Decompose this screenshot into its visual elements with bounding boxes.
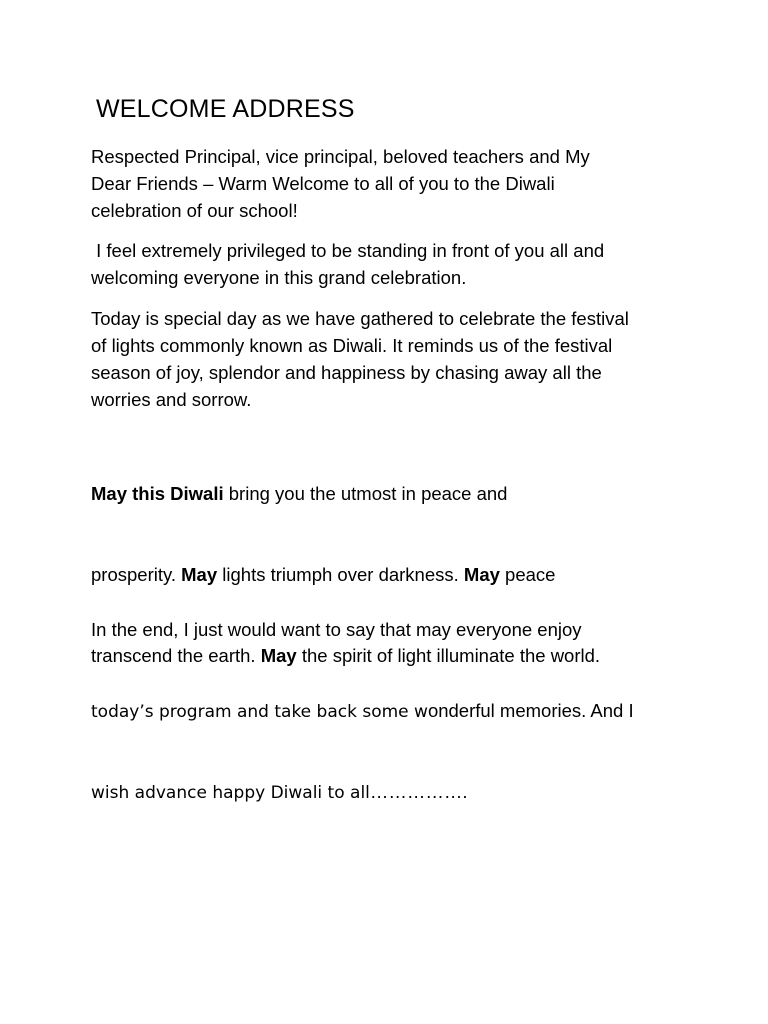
- text-span: today’s program and take back some w: [91, 702, 428, 722]
- text-span: the spirit of light illuminate the world.: [296, 645, 601, 666]
- paragraph-privilege: [91, 237, 604, 291]
- text-line: [91, 697, 634, 724]
- text-span: lights triumph over darkness.: [217, 564, 464, 585]
- text-line: of lights commonly known as Diwali. It reminds us of the festival: [91, 335, 613, 356]
- bold-text: May: [260, 645, 297, 666]
- text-line: Today is special day as we have gathered to celebrate the festival: [91, 308, 629, 329]
- text-line: Dear Friends – Warm Welcome to all of you to the Diwali: [91, 173, 555, 194]
- text-line: In the end, I just would want to say that may everyone enjoy: [91, 619, 582, 640]
- text-span: prosperity.: [91, 564, 182, 585]
- document-title: WELCOME ADDRESS: [96, 95, 355, 123]
- bold-text: May: [463, 564, 500, 585]
- bold-text: May: [181, 564, 218, 585]
- text-span: wish advance happy Diwali to all: [91, 783, 370, 803]
- text-span: bring you the utmost in peace and: [223, 483, 508, 504]
- text-span: …………….: [369, 781, 468, 802]
- text-span: transcend the earth.: [91, 645, 261, 666]
- text-span: onderful memories. And I: [427, 700, 634, 721]
- text-line: I feel extremely privileged to be standing in front of you all and: [91, 240, 605, 261]
- paragraph-closing: [91, 562, 634, 859]
- text-line: [91, 778, 634, 805]
- text-line: welcoming everyone in this grand celebration.: [91, 267, 467, 288]
- bold-text: May this Diwali: [91, 483, 224, 504]
- text-line: [91, 480, 600, 507]
- text-line: season of joy, splendor and happiness by chasing away all the: [91, 362, 602, 383]
- paragraph-greeting: [91, 143, 590, 224]
- text-line: worries and sorrow.: [91, 389, 252, 410]
- paragraph-festival: [91, 305, 629, 413]
- text-line: Respected Principal, vice principal, beloved teachers and My: [91, 146, 590, 167]
- text-span: peace: [499, 564, 556, 585]
- text-line: celebration of our school!: [91, 200, 298, 221]
